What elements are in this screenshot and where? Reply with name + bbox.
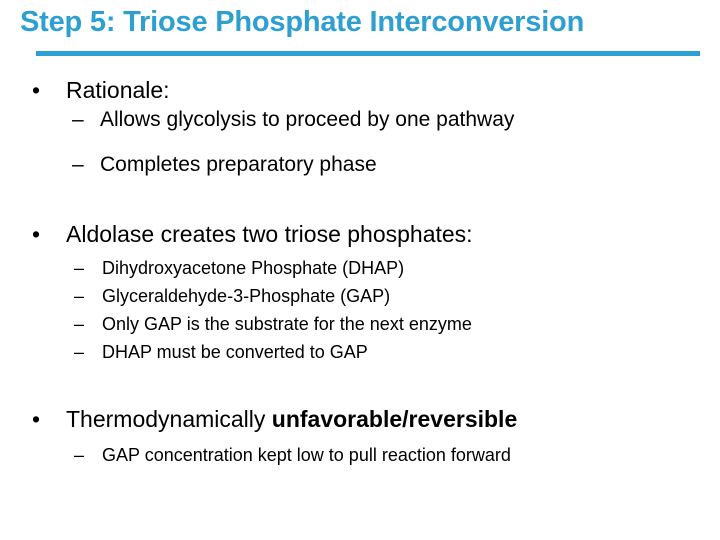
bullet-text-bold: unfavorable/reversible <box>271 406 518 432</box>
sub-item-text: Completes preparatory phase <box>100 153 377 176</box>
sub-item-thermodynamics-1 <box>74 445 511 466</box>
sub-item-aldolase-2 <box>74 286 390 307</box>
sub-item-text: Glyceraldehyde-3-Phosphate (GAP) <box>102 286 391 306</box>
bullet-text-plain: Thermodynamically <box>66 406 272 432</box>
sub-item-rationale-1 <box>72 108 514 132</box>
bullet-icon: • <box>32 221 41 247</box>
dash-icon: – <box>72 153 84 176</box>
bullet-text: Rationale: <box>66 77 170 103</box>
bullet-icon: • <box>32 77 41 103</box>
title-underline <box>36 51 700 56</box>
dash-icon: – <box>74 342 85 362</box>
dash-icon: – <box>72 108 84 131</box>
bullet-aldolase <box>32 221 473 248</box>
sub-item-text: Dihydroxyacetone Phosphate (DHAP) <box>102 258 405 278</box>
sub-item-text: DHAP must be converted to GAP <box>102 342 368 362</box>
sub-item-text: Allows glycolysis to proceed by one pathway <box>100 108 515 131</box>
bullet-icon: • <box>32 406 41 432</box>
bullet-rationale <box>32 77 170 104</box>
dash-icon: – <box>74 445 85 465</box>
bullet-text: Aldolase creates two triose phosphates: <box>66 221 473 247</box>
sub-item-aldolase-1 <box>74 258 404 279</box>
sub-item-rationale-2 <box>72 153 377 177</box>
bullet-thermodynamics <box>32 406 517 433</box>
dash-icon: – <box>74 258 85 278</box>
sub-item-aldolase-3 <box>74 314 472 335</box>
dash-icon: – <box>74 314 85 334</box>
slide-title: Step 5: Triose Phosphate Interconversion <box>20 6 585 38</box>
sub-item-text: Only GAP is the substrate for the next enzyme <box>102 314 472 334</box>
dash-icon: – <box>74 286 85 306</box>
sub-item-aldolase-4 <box>74 342 368 363</box>
sub-item-text: GAP concentration kept low to pull reaction forward <box>102 445 511 465</box>
